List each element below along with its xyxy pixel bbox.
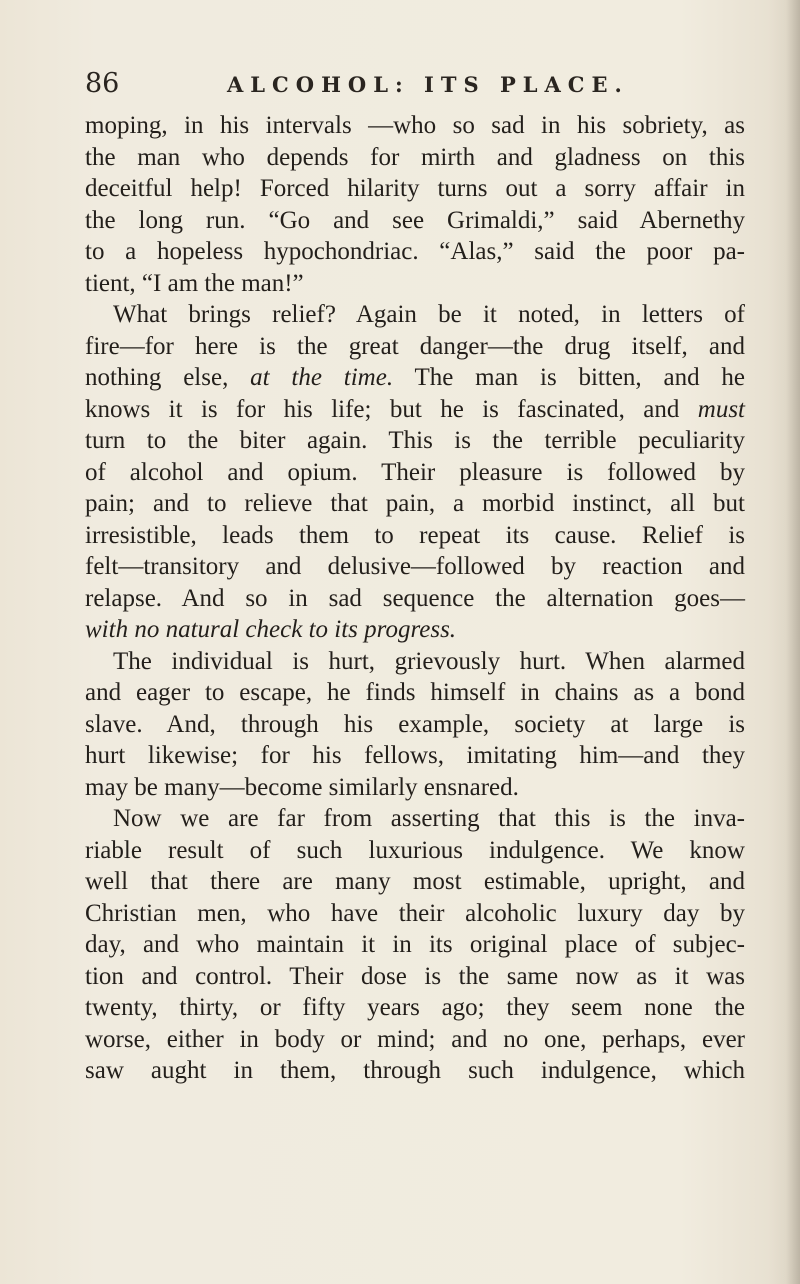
text-line: to a hopeless hypochondriac. “Alas,” said the poor pa- bbox=[85, 238, 745, 265]
text-line: slave. And, through his example, society at large is bbox=[85, 710, 745, 738]
body-text bbox=[85, 110, 745, 1087]
text-line: Christian men, who have their alcoholic luxury day by bbox=[85, 899, 745, 927]
text-line: day, and who maintain it in its original place of subjec- bbox=[85, 931, 745, 958]
page-header bbox=[85, 68, 745, 108]
text-line: relapse. And so in sad sequence the alternation goes— bbox=[85, 584, 745, 612]
emphasis-text: must bbox=[697, 395, 745, 423]
text-line: moping, in his intervals —who so sad in his sobriety, as bbox=[85, 112, 745, 139]
text-line: irresistible, leads them to repeat its cause. Relief is bbox=[85, 521, 745, 549]
text-line: the long run. “Go and see Grimaldi,” said Abernethy bbox=[85, 206, 745, 234]
text-line bbox=[85, 394, 745, 426]
text-line: tient, “I am the man!” bbox=[85, 269, 304, 297]
text-line: fire—for here is the great danger—the drug itself, and bbox=[85, 332, 745, 360]
running-head: ALCOHOL: ITS PLACE. bbox=[227, 72, 629, 97]
text-line: riable result of such luxurious indulgence. We know bbox=[85, 836, 745, 864]
text-line: well that there are many most estimable, upright, and bbox=[85, 868, 745, 895]
text-line: saw aught in them, through such indulgence, which bbox=[85, 1057, 745, 1084]
text-line: Now we are far from asserting that this is the inva- bbox=[113, 805, 745, 832]
text-line: worse, either in body or mind; and no one, perhaps, ever bbox=[85, 1025, 745, 1053]
text-line bbox=[85, 614, 745, 646]
text-line: the man who depends for mirth and gladness on this bbox=[85, 143, 745, 171]
text-line: hurt likewise; for his fellows, imitating him—and they bbox=[85, 742, 745, 769]
text-line: pain; and to relieve that pain, a morbid instinct, all but bbox=[85, 490, 745, 517]
page-number: 86 bbox=[85, 68, 120, 99]
text-line: may be many—become similarly ensnared. bbox=[85, 773, 519, 801]
emphasis-text: at the time. bbox=[250, 364, 394, 391]
text-line: What brings relief? Again be it noted, in letters of bbox=[113, 301, 745, 328]
text-line: twenty, thirty, or fifty years ago; they seem none the bbox=[85, 994, 745, 1021]
text-line: The individual is hurt, grievously hurt. When alarmed bbox=[113, 647, 745, 675]
text-line: felt—transitory and delusive—followed by reaction and bbox=[85, 553, 745, 580]
text-segment: The man is bitten, and he bbox=[393, 364, 745, 391]
text-line: turn to the biter again. This is the terrible peculiarity bbox=[85, 427, 745, 454]
text-line: of alcohol and opium. Their pleasure is followed by bbox=[85, 458, 745, 486]
text-line: tion and control. Their dose is the same now as it was bbox=[85, 962, 745, 990]
page-edge-shadow bbox=[786, 0, 800, 1284]
text-segment: nothing else, bbox=[85, 364, 251, 391]
text-line: deceitful help! Forced hilarity turns out a sorry affair in bbox=[85, 175, 745, 202]
text-line: and eager to escape, he finds himself in chains as a bond bbox=[85, 679, 745, 706]
emphasis-text: with no natural check to its progress. bbox=[85, 616, 457, 643]
text-line bbox=[85, 362, 745, 394]
text-segment: knows it is for his life; but he is fascinated, and bbox=[85, 395, 698, 423]
